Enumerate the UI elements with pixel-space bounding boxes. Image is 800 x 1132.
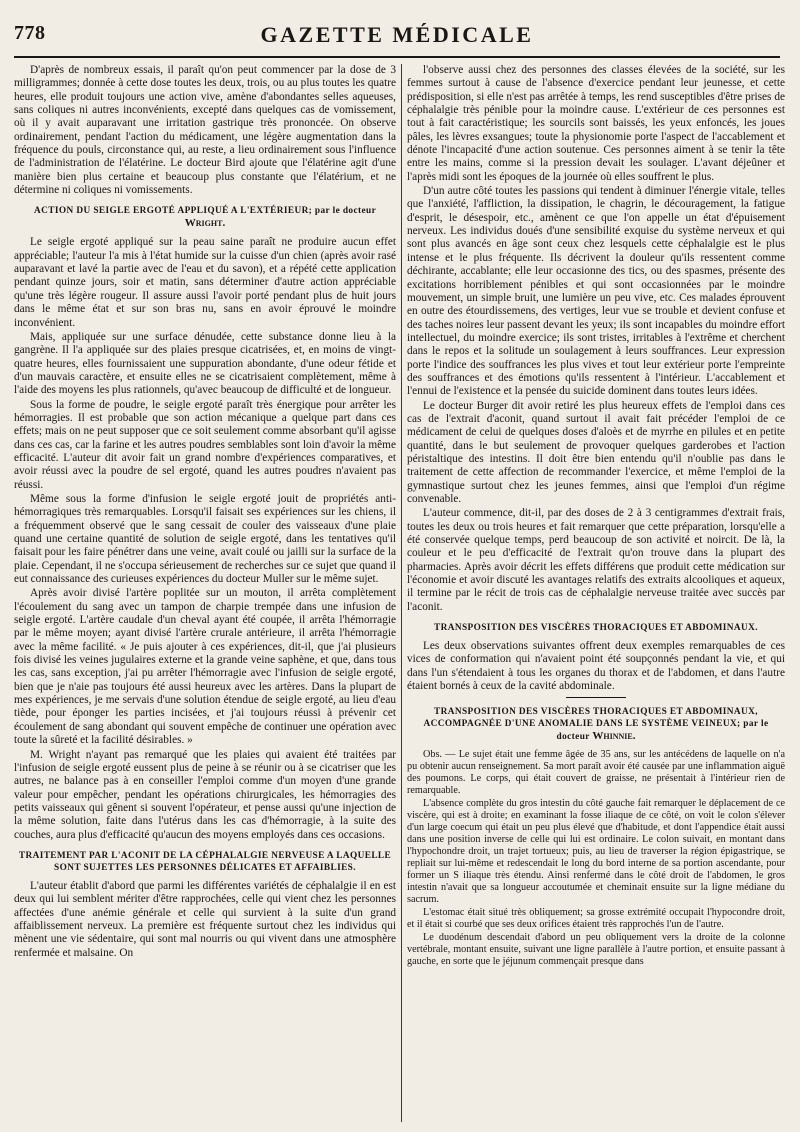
journal-title: GAZETTE MÉDICALE — [260, 22, 534, 47]
paragraph: l'observe aussi chez des personnes des classes élevées de la société, sur les femmes surtout à cause de l'absence d'exercice pendant leur jeunesse, et cette prédisposition, si elle n'est pas arrêtée à temps, les rend susceptibles d'être prises de céphalalgie très pénible pour la moindre cause. L'extérieur de ces personnes est tout à fait caractéristique; les sourcils sont baissés, les yeux enfoncés, les joues pâles, les lèvres exsangues; toute la physionomie porte l'aspect de l'accablement et dénote l'incapacité d'une action soutenue. Ces personnes aiment à se tenir la tête entre les mains, comme si la pression devait les soulager. L'avant déjeûner et l'après midi sont les époques de la journée où elles souffrent le plus. — [407, 64, 785, 183]
paragraph: Sous la forme de poudre, le seigle ergoté paraît très énergique pour arrêter les hémorragies. Il est probable que son action mécanique a quelque part dans ces effets; mais on ne peut supposer que ce soit seulement comme absorbant qu'il agisse dans ces cas, car la farine et les autres poudres semblables sont loin d'avoir la même efficacité. L'auteur dit avoir fait un grand nombre d'expériences comparatives, et avoir réussi avec la poudre de sel ergoté, quand les autres poudres n'avaient pas réussi. — [14, 398, 396, 491]
left-column — [14, 64, 396, 1124]
paragraph: Mais, appliquée sur une surface dénudée, cette substance donne lieu à la gangrène. Il l'a appliquée sur des plaies presque cicatrisées, et, en moins de vingt-quatre heures, elles fournissaient une suppuration abondante, d'une odeur fétide et d'un mauvais caractère, et ensuite elles ne se cicatrisaient complètement, même à l'aide des moyens les plus rationnels, qu'avec beaucoup de difficulté et de longueur. — [14, 330, 396, 397]
section-heading-author: Whinnie. — [592, 730, 636, 743]
section-heading-title: TRAITEMENT PAR L'ACONIT DE LA CÉPHALALGIE NERVEUSE A LAQUELLE SONT SUJETTES LES PERSONNES DÉLICATES ET AFFAIBLIES. — [18, 850, 392, 873]
paragraph: Même sous la forme d'infusion le seigle ergoté jouit de propriétés anti-hémorragiques très remarquables. Lorsqu'il faisait ses expériences sur les chiens, il a fréquemment observé que le sang cessait de couler des vaisseaux d'une plaie quand une certaine quantité de solution de seigle ergoté, dans les tentatives qu'il faisait pour les faire pénétrer dans une veine, avait coulé ou jailli sur la surface de la plaie. Cependant, il ne s'occupa sérieusement de recherches sur ce sujet que quand il eut connaissance des curieuses expériences du docteur Muller sur le même sujet. — [14, 492, 396, 586]
paragraph: Le seigle ergoté appliqué sur la peau saine paraît ne produire aucun effet appréciable; l'auteur l'a mis à l'état humide sur la cuisse d'un chien (après avoir rasé auparavant et lavé la partie avec de l'eau et du savon), et a répété cette application pendant quinze jours, soir et matin, sans déterminer d'autre action appréciable qu'une très légère rougeur. Il assure aussi l'avoir porté pendant plus de huit jours dans le même état et sur son bras nu, sans en avoir éprouvé le moindre inconvénient. — [14, 236, 396, 329]
section-heading — [14, 850, 396, 874]
section-heading-author: Wright. — [184, 217, 226, 230]
header-rule — [14, 56, 780, 58]
section-rule — [566, 697, 626, 698]
paragraph: L'absence complète du gros intestin du côté gauche fait remarquer le déplacement de ce viscère, qui est à droite; en examinant la fosse iliaque de ce côté, on voit le colon s'élever d'un large coecum qui était un peu plus élevé que d'habitude, et dont l'appendice était aussi dans une position inverse de celle qui lui est ordinaire. Le colon suivait, en montant dans l'hypochondre droit, un trajet tortueux; puis, au lieu de traverser la région épigastrique, se repliait sur lui-même et redescendait le long du bord interne de sa portion ascendante, pour former un S iliaque très étendu. Ainsi renfermé dans le côté droit de l'abdomen, le gros intestin n'avait que sa longueur accoutumée et cheminait ensuite sur la ligne médiane du sacrum. — [407, 798, 785, 906]
section-heading — [14, 205, 396, 230]
paragraph: M. Wright n'ayant pas remarqué que les plaies qui avaient été traitées par l'infusion de seigle ergoté eussent plus de peine à se réunir ou à se cicatriser que les autres, ne balance pas à en conseiller l'emploi comme d'un moyen d'une grande valeur pour empêcher, pendant les opérations chirurgicales, les hémorragies des petits vaisseaux qui gênent si souvent l'opérateur, et pense aussi qu'une injection de la même solution, faite dans l'utérus dans les cas d'hémorragie, à la suite des couches, aura plus d'efficacité qu'aucun des moyens employés dans ces occasions. — [14, 748, 396, 841]
page-header — [14, 22, 780, 58]
section-heading-title: TRANSPOSITION DES VISCÈRES THORACIQUES ET ABDOMINAUX. — [434, 623, 758, 634]
page-number: 778 — [14, 22, 46, 44]
paragraph: L'auteur établit d'abord que parmi les différentes variétés de céphalalgie il en est deux qui lui semblent mériter d'être rapprochées, celle qui vient chez les personnes affectées d'une anémie générale et celle qui survient à la suite d'un grand affaiblissement nerveux. La première est fréquente surtout chez les individus qui mènent une vie sédentaire, qui sont mal nourris ou qui vivent dans une atmosphère renfermée et malsaine. On — [14, 879, 396, 959]
observation-block — [407, 749, 785, 968]
column-divider — [401, 64, 402, 1122]
paragraph: Après avoir divisé l'artère poplitée sur un mouton, il arrêta complètement l'écoulement du sang avec un tampon de charpie trempée dans une infusion de seigle ergoté. L'artère caudale d'un cheval ayant été coupée, il arrêta l'hémorragie par le même moyen; ayant divisé l'artère crurale antérieure, il arrêta l'hémorragie avec la même facilité. « Je puis ajouter à ces expériences, dit-il, que j'ai plusieurs fois divisé les veines jugulaires externe et la grande veine saphène, et que, dans tous les cas, sans exception, j'ai pu arrêter l'hémorragie avec l'infusion de seigle ergoté, bien que je n'aie pas toujours été aussi heureux avec les artères. Dans la plupart de mes expériences, je me servais d'une solution étendue de seigle ergoté, au lieu d'eau tiède, pour éponger les parties incisées, et j'ai toujours réussi à prévenir cet écoulement de sang abondant qui souvent empêche de continuer une opération avec toute la sûreté et la facilité désirables. » — [14, 587, 396, 747]
section-heading-title: TRANSPOSITION DES VISCÈRES THORACIQUES ET ABDOMINAUX, ACCOMPAGNÉE D'UNE ANOMALIE DANS LE SYSTÈME VEINEUX; par le docteur — [423, 707, 769, 743]
section-heading — [407, 622, 785, 634]
paragraph: Obs. — Le sujet était une femme âgée de 35 ans, sur les antécédens de laquelle on n'a pu obtenir aucun renseignement. Sa mort paraît avoir été causée par une inflammation aiguë des poumons. Le corps, qui était couvert de graisse, ne présentait à l'intérieur rien de remarquable. — [407, 749, 785, 797]
paragraph: D'un autre côté toutes les passions qui tendent à diminuer l'énergie vitale, telles que l'anxiété, l'affliction, la dissipation, le chagrin, le découragement, la fatigue d'esprit, le désespoir, etc., amènent ce que l'on appelle un état d'épuisement nerveux. Les individus doués d'une sensibilité exquise du système nerveux et qui sont plus avancés en âge sont ceux chez lesquels cette céphalalgie est le plus intense et le plus fréquente. Ils décrivent la douleur qu'ils ressentent comme déchirante, accablante; elle leur occasionne des tics, ou des spasmes, présente des excitations horriblement pénibles et qui sont occasionnées par le moindre mouvement, un simple bruit, une lumière un peu vive, etc. Ces malades éprouvent en outre des étourdissemens, des vertiges, leur vue se trouble et devient confuse et des taches noires leur passent devant les yeux; ils sont incapables du moindre effort intellectuel, du moindre exercice; ils sont tristes, irritables à l'extrême et cherchent dans le repos et la solitude un soulagement à leurs souffrances. Leur expression porte l'indice des souffrances les plus vives et tout leur extérieur porte l'empreinte des souffrances et des émotions qu'ils ressentent à l'intérieur. L'accablement et l'ennui de l'existence et la pensée du suicide dominent dans toutes leurs idées. — [407, 185, 785, 398]
section-heading-title: ACTION DU SEIGLE ERGOTÉ APPLIQUÉ A L'EXTÉRIEUR; par le docteur — [34, 206, 376, 217]
paragraph: L'estomac était situé très obliquement; sa grosse extrémité occupait l'hypocondre droit, et il était si courbé que ses deux orifices étaient très rapprochés l'un de l'autre. — [407, 907, 785, 931]
paragraph: Les deux observations suivantes offrent deux exemples remarquables de ces vices de conformation qui n'avaient point été soupçonnés pendant la vie, et qui dans l'un s'étendaient à tous les organes du thorax et de l'abdomen, et dans l'autre étaient bornés à ceux de la cavité abdominale. — [407, 640, 785, 693]
paragraph: D'après de nombreux essais, il paraît qu'on peut commencer par la dose de 3 milligrammes; donnée à cette dose toutes les deux, trois, ou au plus toutes les quatre heures, elle produit toujours une action vive, amène d'abondantes selles aqueuses, sans coliques ni autres inconvénients, excepté dans quelques cas de vomissement, où il y avait auparavant une irritation gastrique très prononcée. On observe ordinairement, pendant l'action du médicament, une légère augmentation dans la fréquence du pouls, circonstance qui, au reste, a lieu ordinairement sous l'influence de l'administration de l'élatérine. Le docteur Bird ajoute que l'élatérine agit d'une manière bien plus certaine et beaucoup plus constante que l'élatérium, et ne détermine ni coliques ni vomissements. — [14, 64, 396, 197]
paragraph: Le docteur Burger dit avoir retiré les plus heureux effets de l'emploi dans ces cas de l'extrait d'aconit, quand surtout il avait fait précéder l'emploi de ce médicament de celui de quelques doses d'aloès et de myrrhe en pilules et en petite quantité, dans le but seulement de provoquer quelques garderobes et l'action péristaltique des intestins. Il doit être bien entendu qu'il n'oublie pas dans le traitement de cette affection de recommander l'exercice, et même l'emploi de la gymnastique surtout chez les jeunes femmes, ainsi que l'emploi d'un régime convenable. — [407, 399, 785, 505]
right-column — [407, 64, 785, 1124]
paragraph: Le duodénum descendait d'abord un peu obliquement vers la droite de la colonne vertébrale, montant ensuite, suivant une ligne parallèle à l'autre portion, et ensuite passant à gauche, en sorte que le jéjunum commençait presque dans — [407, 932, 785, 968]
section-heading — [407, 706, 785, 743]
paragraph: L'auteur commence, dit-il, par des doses de 2 à 3 centigrammes d'extrait frais, toutes les deux ou trois heures et fait remarquer que cette préparation, lorsqu'elle a été conservée quelque temps, perd beaucoup de son activité et noircit. De là, la couleur et le peu d'efficacité de l'extrait qu'on trouve dans la plupart des pharmacies. Après avoir décrit les effets différens que produit cette médication sur l'économie et avoir discuté les avantages relatifs des extraits alcooliques et aqueux, il termine par le récit de trois cas de céphalalgie nerveuse traitée avec succès par l'aconit. — [407, 507, 785, 613]
